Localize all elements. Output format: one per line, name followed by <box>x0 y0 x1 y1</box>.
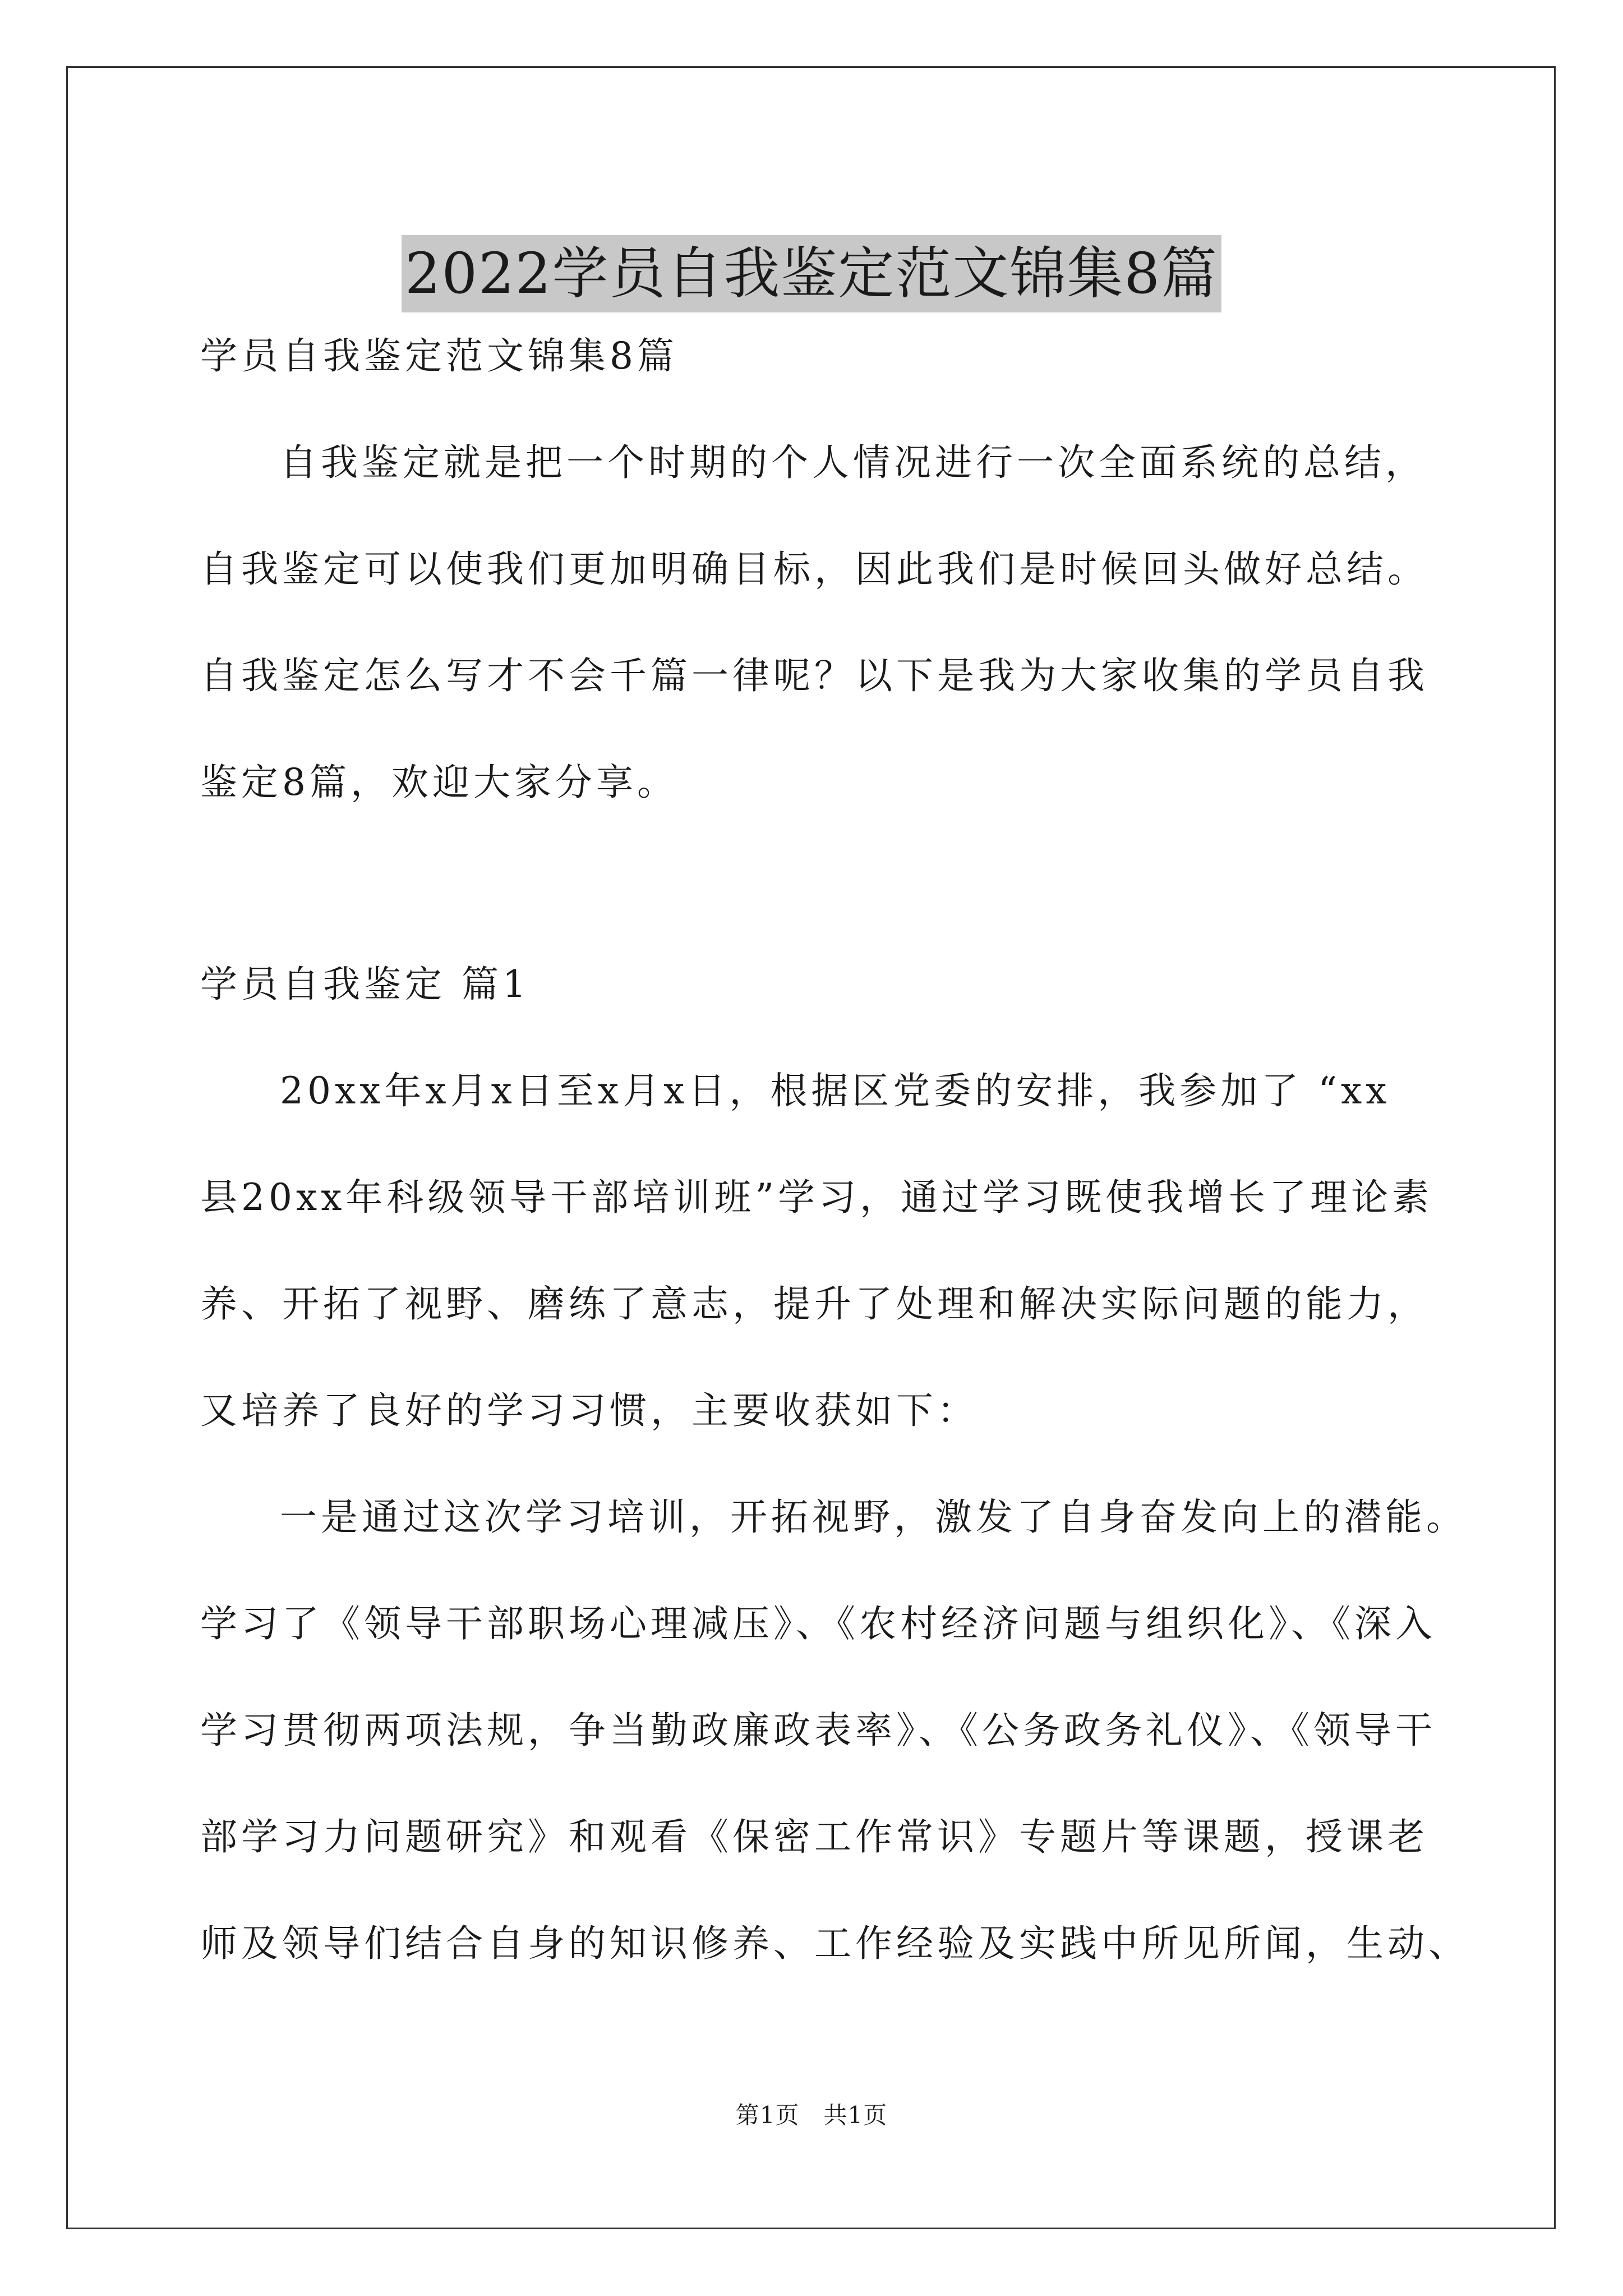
paragraph-line: 学习贯彻两项法规，争当勤政廉政表率》、《公务政务礼仪》、《领导干 <box>200 1709 1436 1752</box>
section-heading: 学员自我鉴定 篇1 <box>200 963 530 1006</box>
intro-line: 鉴定8篇，欢迎大家分享。 <box>200 761 678 804</box>
intro-line: 自我鉴定可以使我们更加明确目标，因此我们是时候回头做好总结。 <box>200 547 1428 591</box>
paragraph-line: 又培养了良好的学习习惯，主要收获如下： <box>200 1389 978 1432</box>
document-subtitle: 学员自我鉴定范文锦集8篇 <box>200 334 678 378</box>
document-title: 2022学员自我鉴定范文锦集8篇 <box>402 235 1221 312</box>
paragraph-line: 学习了《领导干部职场心理减压》、《农村经济问题与组织化》、《深入 <box>200 1602 1436 1645</box>
section-spacer <box>200 836 1440 931</box>
paragraph-line: 养、开拓了视野、磨练了意志，提升了处理和解决实际问题的能力， <box>200 1282 1428 1326</box>
paragraph-line: 20xx年x月x日至x月x日，根据区党委的安排，我参加了 “xx <box>280 1069 1391 1112</box>
intro-line: 自我鉴定怎么写才不会千篇一律呢？以下是我为大家收集的学员自我 <box>200 654 1428 697</box>
page-number-footer: 第1页 共1页 <box>735 2101 888 2129</box>
document-body <box>200 303 1469 1997</box>
paragraph-line: 师及领导们结合自身的知识修养、工作经验及实践中所见所闻，生动、 <box>200 1922 1469 1965</box>
intro-line: 自我鉴定就是把一个时期的个人情况进行一次全面系统的总结， <box>280 441 1426 484</box>
paragraph-line: 部学习力问题研究》和观看《保密工作常识》专题片等课题，授课老 <box>200 1815 1428 1858</box>
paragraph-line: 一是通过这次学习培训，开拓视野，激发了自身奋发向上的潜能。 <box>280 1496 1467 1539</box>
paragraph-line: 县20xx年科级领导干部培训班”学习，通过学习既使我增长了理论素 <box>200 1176 1433 1219</box>
